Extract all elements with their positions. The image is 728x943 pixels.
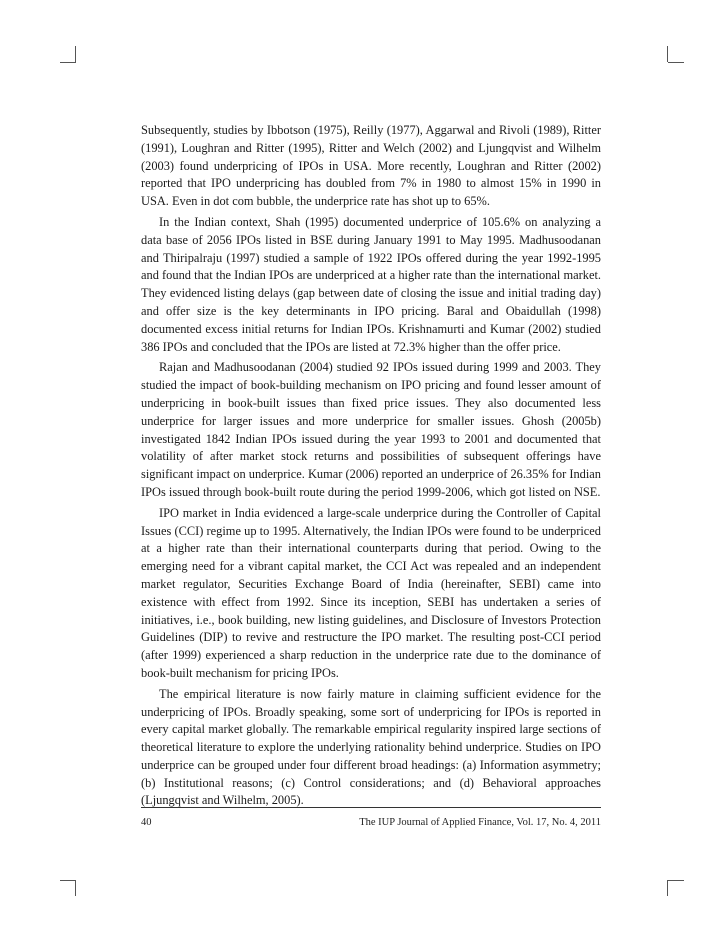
paragraph-5: The empirical literature is now fairly mature in claiming sufficient evidence for the underpricing of IPOs. Broadly speaking, some sort of underpricing for IPOs is reported in every capital market globally. The remarkable empirical regularity inspired large sections of theoretical literature to explore the underlying rationality behind underprice. Studies on IPO underprice can be grouped under four different broad headings: (a) Information asymmetry; (b) Institutional reasons; (c) Control considerations; and (d) Behavioral approaches (Ljungqvist and Wilhelm, 2005). (141, 686, 601, 808)
crop-mark-top-left-horizontal (60, 62, 76, 63)
page-number: 40 (141, 817, 152, 828)
crop-mark-top-left-vertical (75, 46, 76, 62)
crop-mark-bottom-left-horizontal (60, 880, 76, 881)
journal-citation: The IUP Journal of Applied Finance, Vol. 17, No. 4, 2011 (359, 817, 601, 828)
paragraph-2: In the Indian context, Shah (1995) documented underprice of 105.6% on analyzing a data base of 2056 IPOs listed in BSE during January 1991 to May 1995. Madhusoodanan and Thiripalraju (1997) studied a sample of 1922 IPOs offered during the year 1992-1995 and found that the Indian IPOs are underpriced at a higher rate than the international market. They evidenced listing delays (gap between date of closing the issue and initial trading day) and offer size is the key determinants in IPO pricing. Baral and Obaidullah (1998) documented excess initial returns for Indian IPOs. Krishnamurti and Kumar (2002) studied 386 IPOs and concluded that the IPOs are listed at 72.3% higher than the offer price. (141, 214, 601, 354)
paragraph-3: Rajan and Madhusoodanan (2004) studied 92 IPOs issued during 1999 and 2003. They studied the impact of book-building mechanism on IPO pricing and found lesser amount of underpricing in book-built issues than fixed price issues. They also documented less underprice for larger issues and more underprice for smaller issues. Ghosh (2005b) investigated 1842 Indian IPOs issued during the year 1993 to 2001 and documented that volatility of after market stock returns and possibilities of subsequent offerings have significant impact on underprice. Kumar (2006) reported an underprice of 26.35% for Indian IPOs issued through book-built route during the period 1999-2006, which got listed on NSE. (141, 360, 601, 499)
crop-mark-top-right-horizontal (668, 62, 684, 63)
paragraph-4: IPO market in India evidenced a large-scale underprice during the Controller of Capital Issues (CCI) regime up to 1995. Alternatively, the Indian IPOs were found to be underpriced at a higher rate than their international counterparts during that period. Owing to the emerging need for a vibrant capital market, the CCI Act was repealed and an independent market regulator, Securities Exchange Board of India (hereinafter, SEBI) came into existence with effect from 1992. Since its inception, SEBI has undertaken a series of initiatives, i.e., book building, new listing guidelines, and Disclosure of Investors Protection Guidelines (DIP) to revive and restructure the IPO market. The resulting post-CCI period (after 1999) experienced a sharp reduction in the underprice rate due to the dominance of book-built mechanism for pricing IPOs. (141, 505, 601, 680)
page-footer (141, 815, 601, 831)
crop-mark-bottom-right-vertical (667, 880, 668, 896)
crop-mark-bottom-right-horizontal (668, 880, 684, 881)
footer-rule (141, 807, 601, 808)
paragraph-1: Subsequently, studies by Ibbotson (1975), Reilly (1977), Aggarwal and Rivoli (1989), Ritter (1991), Loughran and Ritter (1995), Ritter and Welch (2002) and Ljungqvist and Wilhelm (2003) found underpricing of IPOs in USA. More recently, Loughran and Ritter (2002) reported that IPO underpricing has doubled from 7% in 1980 to almost 15% in 1990 in USA. Even in dot com bubble, the underprice rate has shot up to 65%. (141, 123, 601, 209)
crop-mark-bottom-left-vertical (75, 880, 76, 896)
crop-mark-top-right-vertical (667, 46, 668, 62)
body-text (141, 122, 601, 813)
